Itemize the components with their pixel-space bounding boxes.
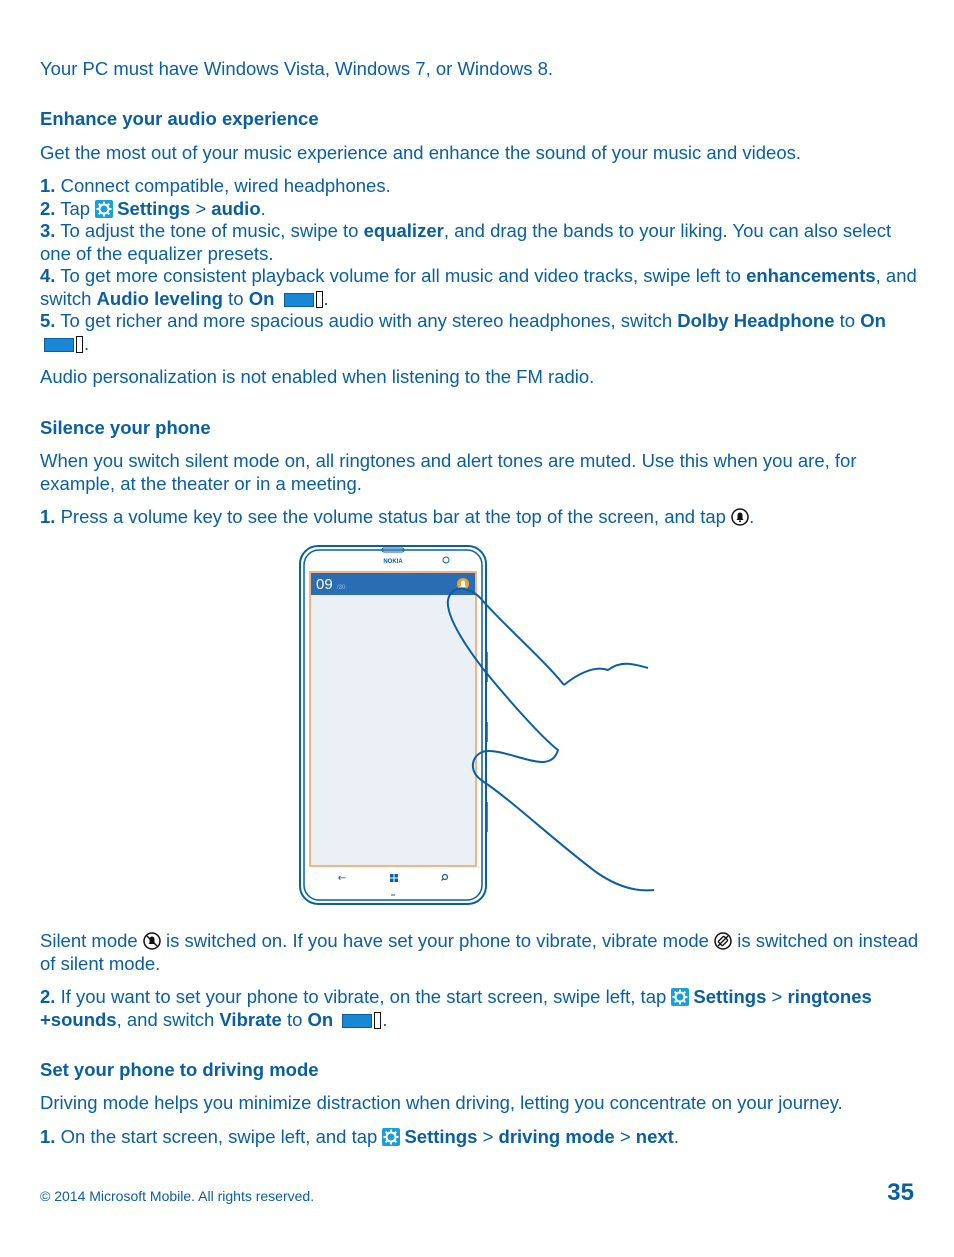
settings-icon xyxy=(382,1128,400,1146)
step-text: Tap xyxy=(55,197,96,219)
step-text: On the start screen, swipe left, and tap xyxy=(55,1126,383,1147)
step-text: to xyxy=(834,310,861,331)
audio-step-4 xyxy=(40,265,920,310)
audio-step-2 xyxy=(40,198,920,221)
step-number: 1. xyxy=(40,506,56,527)
dolby-headphone-label: Dolby Headphone xyxy=(677,310,835,331)
punctuation: . xyxy=(749,506,755,527)
audio-step-5 xyxy=(40,310,920,355)
driving-description: Driving mode helps you minimize distraction when driving, letting you concentrate on your journey. xyxy=(40,1092,843,1113)
settings-icon xyxy=(95,200,113,218)
silent-mode-text xyxy=(40,930,920,975)
separator: > xyxy=(190,197,212,219)
step-text: , and switch xyxy=(116,1008,220,1030)
ringtones-sounds-label: ringtones +sounds xyxy=(40,986,872,1030)
step-text: Press a volume key to see the volume status bar at the top of the screen, and tap xyxy=(55,506,732,527)
audio-step-3 xyxy=(40,220,920,265)
copyright: © 2014 Microsoft Mobile. All rights reserved. xyxy=(40,1188,315,1204)
step-text: To get richer and more spacious audio with any stereo headphones, switch xyxy=(55,310,678,331)
silence-step-2 xyxy=(40,986,920,1031)
phone-illustration xyxy=(296,542,662,908)
step-text: , and switch xyxy=(40,265,917,309)
punctuation: . xyxy=(84,332,90,354)
driving-step-1 xyxy=(40,1126,920,1149)
vibrate-label: Vibrate xyxy=(219,1008,282,1030)
vibrate-icon xyxy=(714,932,732,950)
step-text: , and drag the bands to your liking. You can also select one of the equalizer presets. xyxy=(40,220,892,264)
settings-label: Settings xyxy=(404,1126,478,1147)
step-number: 2. xyxy=(40,197,56,219)
step-text: To get more consistent playback volume for all music and video tracks, swipe left to xyxy=(55,265,747,286)
text: is switched on instead of silent mode. xyxy=(40,930,919,974)
volume-level: 09 xyxy=(316,576,333,593)
step-number: 1. xyxy=(40,1126,56,1147)
on-label: On xyxy=(307,1008,334,1030)
phone-brand: NOKIA xyxy=(383,559,403,565)
audio-description: Get the most out of your music experience and enhance the sound of your music and videos. xyxy=(40,142,801,163)
settings-icon xyxy=(671,988,689,1006)
equalizer-label: equalizer xyxy=(363,220,444,241)
text: Silent mode xyxy=(40,930,143,951)
back-icon: ← xyxy=(337,873,347,884)
section-title-audio: Enhance your audio experience xyxy=(40,108,319,129)
toggle-on-icon xyxy=(342,1014,382,1028)
audio-leveling-label: Audio leveling xyxy=(96,287,223,309)
enhancements-label: enhancements xyxy=(746,265,876,286)
separator: > xyxy=(477,1126,499,1147)
on-label: On xyxy=(860,310,886,331)
page-number: 35 xyxy=(887,1179,914,1206)
step-text: Connect compatible, wired headphones. xyxy=(55,175,391,196)
audio-label: audio xyxy=(211,197,261,219)
silence-step-1 xyxy=(40,506,920,529)
step-text: to xyxy=(222,287,249,309)
separator: > xyxy=(614,1126,636,1147)
settings-label: Settings xyxy=(693,986,767,1007)
audio-note: Audio personalization is not enabled when listening to the FM radio. xyxy=(40,366,595,387)
on-label: On xyxy=(248,287,275,309)
punctuation: . xyxy=(673,1126,679,1147)
punctuation: . xyxy=(323,287,329,309)
punctuation: . xyxy=(260,197,266,219)
step-number: 1. xyxy=(40,175,56,196)
toggle-on-icon xyxy=(284,293,324,307)
section-title-driving: Set your phone to driving mode xyxy=(40,1059,319,1080)
step-number: 5. xyxy=(40,310,56,331)
silent-icon xyxy=(143,932,161,950)
separator: > xyxy=(766,986,788,1007)
step-number: 4. xyxy=(40,265,56,286)
silence-description: When you switch silent mode on, all ringtones and alert tones are muted. Use this when you are, for example, at the theater or in a meeting. xyxy=(40,450,857,494)
settings-label: Settings xyxy=(117,197,191,219)
next-label: next xyxy=(635,1126,674,1147)
driving-mode-label: driving mode xyxy=(498,1126,615,1147)
audio-steps xyxy=(40,175,920,355)
step-number: 2. xyxy=(40,986,56,1007)
toggle-on-icon xyxy=(44,338,84,352)
section-title-silence: Silence your phone xyxy=(40,417,211,438)
step-text: If you want to set your phone to vibrate, on the start screen, swipe left, tap xyxy=(55,986,672,1007)
volume-max: /30 xyxy=(337,585,346,591)
intro-text: Your PC must have Windows Vista, Windows 7, or Windows 8. xyxy=(40,58,554,79)
text: is switched on. If you have set your phone to vibrate, vibrate mode xyxy=(160,930,715,951)
step-text: to xyxy=(281,1008,308,1030)
bell-icon xyxy=(731,508,749,526)
step-number: 3. xyxy=(40,220,56,241)
punctuation: . xyxy=(382,1008,388,1030)
step-text: To adjust the tone of music, swipe to xyxy=(55,220,364,241)
audio-step-1 xyxy=(40,175,920,198)
